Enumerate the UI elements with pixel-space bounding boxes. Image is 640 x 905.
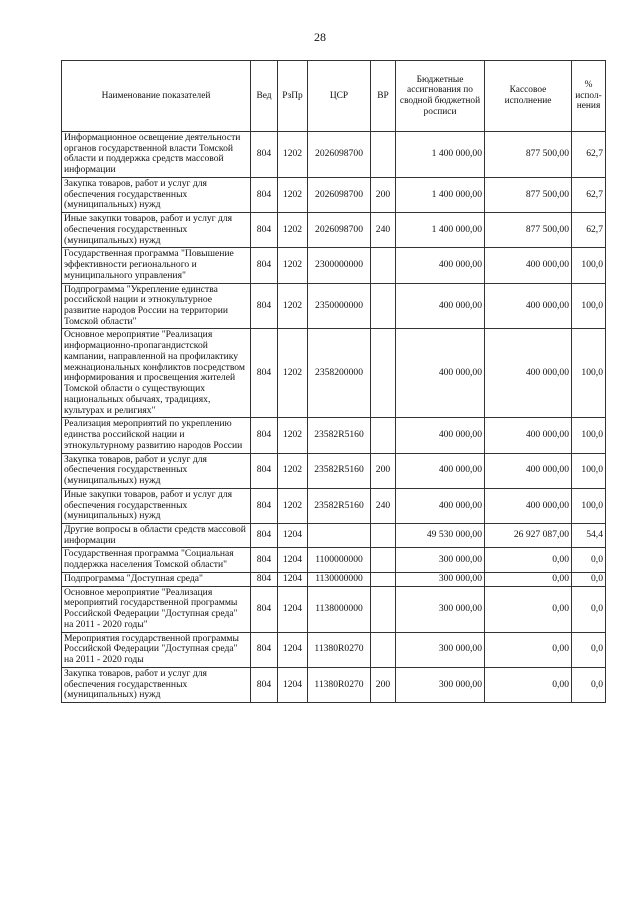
cell-vr bbox=[371, 283, 396, 329]
cell-ved: 804 bbox=[251, 572, 278, 586]
cell-percent: 0,0 bbox=[572, 548, 606, 572]
cell-cash: 877 500,00 bbox=[485, 177, 572, 212]
cell-vr bbox=[371, 548, 396, 572]
cell-rzpr: 1204 bbox=[278, 523, 308, 547]
cell-rzpr: 1202 bbox=[278, 248, 308, 283]
table-row bbox=[62, 453, 606, 488]
cell-vr bbox=[371, 132, 396, 178]
cell-ved: 804 bbox=[251, 418, 278, 453]
cell-cash: 0,00 bbox=[485, 632, 572, 667]
cell-vr bbox=[371, 572, 396, 586]
header-percent: % испол-нения bbox=[572, 61, 606, 132]
cell-rzpr: 1202 bbox=[278, 283, 308, 329]
cell-budget: 400 000,00 bbox=[396, 329, 485, 418]
cell-name: Иные закупки товаров, работ и услуг для обеспечения государственных (муниципальных) нужд bbox=[62, 488, 251, 523]
cell-budget: 1 400 000,00 bbox=[396, 213, 485, 248]
cell-ved: 804 bbox=[251, 667, 278, 702]
table-row bbox=[62, 177, 606, 212]
cell-csr: 1100000000 bbox=[308, 548, 371, 572]
cell-name: Государственная программа "Повышение эффективности регионального и муниципального управления" bbox=[62, 248, 251, 283]
cell-csr: 11380R0270 bbox=[308, 632, 371, 667]
cell-percent: 100,0 bbox=[572, 488, 606, 523]
header-cash: Кассовое исполнение bbox=[485, 61, 572, 132]
cell-vr bbox=[371, 632, 396, 667]
cell-rzpr: 1202 bbox=[278, 488, 308, 523]
cell-name: Основное мероприятие "Реализация мероприятий государственной программы Российской Федерации "Доступная среда" на 2011 - 2020 годы" bbox=[62, 586, 251, 632]
cell-vr: 200 bbox=[371, 667, 396, 702]
cell-rzpr: 1202 bbox=[278, 213, 308, 248]
cell-csr: 23582R5160 bbox=[308, 453, 371, 488]
cell-name: Информационное освещение деятельности органов государственной власти Томской области и поддержка средств массовой информации bbox=[62, 132, 251, 178]
cell-percent: 100,0 bbox=[572, 453, 606, 488]
cell-rzpr: 1204 bbox=[278, 572, 308, 586]
cell-cash: 877 500,00 bbox=[485, 132, 572, 178]
cell-name: Реализация мероприятий по укреплению единства российской нации и этнокультурному развитию народов России bbox=[62, 418, 251, 453]
cell-budget: 300 000,00 bbox=[396, 632, 485, 667]
cell-percent: 54,4 bbox=[572, 523, 606, 547]
cell-ved: 804 bbox=[251, 248, 278, 283]
cell-cash: 0,00 bbox=[485, 667, 572, 702]
cell-rzpr: 1202 bbox=[278, 418, 308, 453]
cell-budget: 300 000,00 bbox=[396, 548, 485, 572]
cell-ved: 804 bbox=[251, 213, 278, 248]
table-row bbox=[62, 488, 606, 523]
cell-name: Подпрограмма "Укрепление единства российской нации и этнокультурное развитие народов России на территории Томской области" bbox=[62, 283, 251, 329]
page-number: 28 bbox=[314, 30, 326, 44]
cell-name: Подпрограмма "Доступная среда" bbox=[62, 572, 251, 586]
table-row bbox=[62, 132, 606, 178]
cell-csr: 2026098700 bbox=[308, 177, 371, 212]
header-csr: ЦСР bbox=[308, 61, 371, 132]
cell-vr bbox=[371, 248, 396, 283]
cell-cash: 400 000,00 bbox=[485, 283, 572, 329]
cell-budget: 1 400 000,00 bbox=[396, 177, 485, 212]
cell-rzpr: 1204 bbox=[278, 548, 308, 572]
table-row bbox=[62, 586, 606, 632]
cell-name: Закупка товаров, работ и услуг для обеспечения государственных (муниципальных) нужд bbox=[62, 177, 251, 212]
cell-cash: 0,00 bbox=[485, 572, 572, 586]
header-rzpr: РзПр bbox=[278, 61, 308, 132]
cell-budget: 400 000,00 bbox=[396, 248, 485, 283]
header-budget: Бюджетные ассигнования по сводной бюджетной росписи bbox=[396, 61, 485, 132]
cell-name: Основное мероприятие "Реализация информационно-пропагандистской кампании, направленной на профилактику межнациональных конфликтов посредством информирования и просвещения жителей Томской области о существующих национальных обычаях, традициях, культурах и религиях" bbox=[62, 329, 251, 418]
table-row bbox=[62, 667, 606, 702]
cell-csr: 2300000000 bbox=[308, 248, 371, 283]
cell-cash: 26 927 087,00 bbox=[485, 523, 572, 547]
cell-ved: 804 bbox=[251, 548, 278, 572]
cell-vr: 200 bbox=[371, 453, 396, 488]
cell-budget: 300 000,00 bbox=[396, 667, 485, 702]
cell-vr bbox=[371, 586, 396, 632]
cell-rzpr: 1204 bbox=[278, 586, 308, 632]
header-vr: ВР bbox=[371, 61, 396, 132]
cell-name: Другие вопросы в области средств массовой информации bbox=[62, 523, 251, 547]
cell-budget: 1 400 000,00 bbox=[396, 132, 485, 178]
cell-csr: 2358200000 bbox=[308, 329, 371, 418]
cell-csr: 1138000000 bbox=[308, 586, 371, 632]
cell-ved: 804 bbox=[251, 523, 278, 547]
table-row bbox=[62, 572, 606, 586]
table-row bbox=[62, 548, 606, 572]
cell-ved: 804 bbox=[251, 453, 278, 488]
table-row bbox=[62, 523, 606, 547]
cell-csr: 2026098700 bbox=[308, 213, 371, 248]
cell-percent: 0,0 bbox=[572, 632, 606, 667]
cell-percent: 0,0 bbox=[572, 667, 606, 702]
cell-percent: 62,7 bbox=[572, 213, 606, 248]
cell-vr: 200 bbox=[371, 177, 396, 212]
cell-percent: 100,0 bbox=[572, 418, 606, 453]
header-name: Наименование показателей bbox=[62, 61, 251, 132]
cell-ved: 804 bbox=[251, 132, 278, 178]
table-row bbox=[62, 632, 606, 667]
cell-percent: 0,0 bbox=[572, 586, 606, 632]
cell-ved: 804 bbox=[251, 586, 278, 632]
cell-csr bbox=[308, 523, 371, 547]
cell-percent: 0,0 bbox=[572, 572, 606, 586]
cell-rzpr: 1204 bbox=[278, 632, 308, 667]
cell-cash: 0,00 bbox=[485, 586, 572, 632]
cell-budget: 300 000,00 bbox=[396, 586, 485, 632]
cell-ved: 804 bbox=[251, 329, 278, 418]
cell-cash: 400 000,00 bbox=[485, 453, 572, 488]
cell-rzpr: 1202 bbox=[278, 329, 308, 418]
cell-vr: 240 bbox=[371, 488, 396, 523]
cell-cash: 877 500,00 bbox=[485, 213, 572, 248]
table-row bbox=[62, 213, 606, 248]
cell-name: Государственная программа "Социальная поддержка населения Томской области" bbox=[62, 548, 251, 572]
cell-vr bbox=[371, 523, 396, 547]
cell-cash: 0,00 bbox=[485, 548, 572, 572]
cell-budget: 400 000,00 bbox=[396, 283, 485, 329]
cell-percent: 100,0 bbox=[572, 248, 606, 283]
cell-ved: 804 bbox=[251, 488, 278, 523]
header-ved: Вед bbox=[251, 61, 278, 132]
cell-rzpr: 1202 bbox=[278, 177, 308, 212]
cell-budget: 400 000,00 bbox=[396, 488, 485, 523]
table-header-row bbox=[62, 61, 606, 132]
cell-ved: 804 bbox=[251, 283, 278, 329]
table-row bbox=[62, 418, 606, 453]
cell-percent: 100,0 bbox=[572, 329, 606, 418]
cell-csr: 23582R5160 bbox=[308, 488, 371, 523]
cell-name: Закупка товаров, работ и услуг для обеспечения государственных (муниципальных) нужд bbox=[62, 667, 251, 702]
budget-execution-table bbox=[61, 60, 606, 703]
table-row bbox=[62, 248, 606, 283]
cell-cash: 400 000,00 bbox=[485, 329, 572, 418]
cell-budget: 400 000,00 bbox=[396, 418, 485, 453]
cell-budget: 49 530 000,00 bbox=[396, 523, 485, 547]
cell-rzpr: 1202 bbox=[278, 132, 308, 178]
table-row bbox=[62, 329, 606, 418]
cell-percent: 100,0 bbox=[572, 283, 606, 329]
cell-csr: 2026098700 bbox=[308, 132, 371, 178]
cell-vr: 240 bbox=[371, 213, 396, 248]
cell-vr bbox=[371, 418, 396, 453]
cell-rzpr: 1202 bbox=[278, 453, 308, 488]
cell-ved: 804 bbox=[251, 632, 278, 667]
cell-percent: 62,7 bbox=[572, 177, 606, 212]
cell-ved: 804 bbox=[251, 177, 278, 212]
cell-csr: 11380R0270 bbox=[308, 667, 371, 702]
cell-rzpr: 1204 bbox=[278, 667, 308, 702]
cell-csr: 23582R5160 bbox=[308, 418, 371, 453]
cell-cash: 400 000,00 bbox=[485, 418, 572, 453]
cell-budget: 400 000,00 bbox=[396, 453, 485, 488]
cell-csr: 2350000000 bbox=[308, 283, 371, 329]
cell-name: Иные закупки товаров, работ и услуг для обеспечения государственных (муниципальных) нужд bbox=[62, 213, 251, 248]
cell-csr: 1130000000 bbox=[308, 572, 371, 586]
cell-vr bbox=[371, 329, 396, 418]
cell-name: Закупка товаров, работ и услуг для обеспечения государственных (муниципальных) нужд bbox=[62, 453, 251, 488]
cell-percent: 62,7 bbox=[572, 132, 606, 178]
table-row bbox=[62, 283, 606, 329]
cell-cash: 400 000,00 bbox=[485, 248, 572, 283]
cell-name: Мероприятия государственной программы Российской Федерации "Доступная среда" на 2011 - 2020 годы bbox=[62, 632, 251, 667]
cell-budget: 300 000,00 bbox=[396, 572, 485, 586]
cell-cash: 400 000,00 bbox=[485, 488, 572, 523]
